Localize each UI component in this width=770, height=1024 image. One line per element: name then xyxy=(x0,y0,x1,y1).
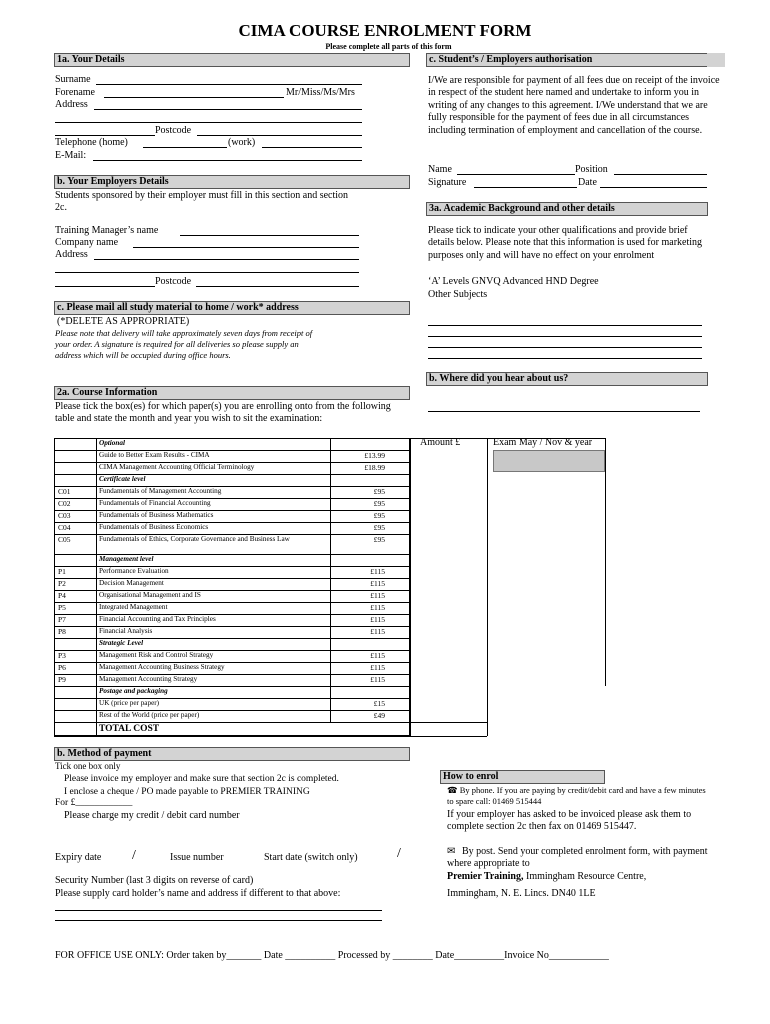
payment-header: b. Method of payment xyxy=(54,747,410,761)
paper-name[interactable]: Guide to Better Exam Results - CIMA xyxy=(99,451,210,459)
academic-header: 3a. Academic Background and other details xyxy=(426,202,708,216)
training-manager-label: Training Manager’s name xyxy=(55,225,159,236)
section-title: Optional xyxy=(99,439,125,447)
academic-text: Please tick to indicate your other qualifications and provide brief details below. Please note that this information is used for marketing purposes only and will have no effect on your enrolment xyxy=(428,225,703,261)
paper-price: £115 xyxy=(370,675,385,684)
paper-price: £115 xyxy=(370,591,385,600)
employer-address-label: Address xyxy=(55,249,88,260)
paper-price: £18.99 xyxy=(364,463,385,472)
paper-code: P8 xyxy=(58,627,66,636)
security-number-label: Security Number (last 3 digits on reverse of card) xyxy=(55,875,254,886)
address-field-2[interactable] xyxy=(55,122,362,123)
paper-name[interactable]: Fundamentals of Business Economics xyxy=(99,523,209,531)
paper-price: £115 xyxy=(370,663,385,672)
start-date-label: Start date (switch only) xyxy=(264,852,358,863)
academic-field-1[interactable] xyxy=(428,325,702,326)
paper-price: £95 xyxy=(373,535,385,544)
row-divider xyxy=(54,736,487,737)
paper-name[interactable]: Decision Management xyxy=(99,579,164,587)
paper-name[interactable]: Fundamentals of Business Mathematics xyxy=(99,511,214,519)
employer-address-field-3[interactable] xyxy=(55,286,155,287)
office-use-line: FOR OFFICE USE ONLY: Order taken by_______ Date __________ Processed by ________ Date__________Invoice No____________ xyxy=(55,950,609,961)
paper-code: P2 xyxy=(58,579,66,588)
course-instructions: Please tick the box(es) for which paper(s) you are enrolling onto from the following table and state the month and year you wish to sit the examination: xyxy=(55,401,391,425)
paper-code: C03 xyxy=(58,511,71,520)
surname-label: Surname xyxy=(55,74,91,85)
course-table xyxy=(54,438,614,736)
employer-postcode-label: Postcode xyxy=(155,276,192,287)
paper-price: £49 xyxy=(373,711,385,720)
enrol-by-post: By post. Send your completed enrolment form, with payment where appropriate to xyxy=(447,846,708,870)
auth-position-field[interactable] xyxy=(614,174,707,175)
paper-code: P4 xyxy=(58,591,66,600)
exam-column-label: Exam May / Nov & year xyxy=(493,437,593,448)
col-divider xyxy=(410,438,411,736)
row-divider xyxy=(410,722,487,723)
paper-name[interactable]: Integrated Management xyxy=(99,603,168,611)
paper-price: £115 xyxy=(370,627,385,636)
paper-name[interactable]: Management Accounting Business Strategy xyxy=(99,663,225,671)
cheque-amount-field[interactable]: For £____________ xyxy=(55,798,133,808)
paper-name[interactable]: Financial Analysis xyxy=(99,627,153,635)
invoice-employer-option[interactable]: Please invoice my employer and make sure that section 2c is completed. xyxy=(64,774,339,784)
company-rest: Immingham Resource Centre, xyxy=(523,871,647,882)
postcode-label: Postcode xyxy=(155,125,192,136)
paper-code: C02 xyxy=(58,499,71,508)
envelope-icon: ✉ xyxy=(447,846,456,857)
address-field-3[interactable] xyxy=(55,135,155,136)
cardholder-field-1[interactable] xyxy=(55,910,382,911)
cardholder-field-2[interactable] xyxy=(55,920,382,921)
telephone-work-label: (work) xyxy=(228,137,256,148)
paper-code: C05 xyxy=(58,535,71,544)
auth-name-label: Name xyxy=(428,164,452,175)
how-to-enrol-header: How to enrol xyxy=(440,770,605,784)
paper-name[interactable]: Fundamentals of Management Accounting xyxy=(99,487,222,495)
paper-code: C04 xyxy=(58,523,71,532)
cardholder-label: Please supply card holder’s name and address if different to that above: xyxy=(55,888,341,899)
section-title: Certificate level xyxy=(99,475,146,483)
delete-note: (*DELETE AS APPROPRIATE) xyxy=(57,316,190,327)
auth-signature-field[interactable] xyxy=(474,187,577,188)
company-name: Premier Training, xyxy=(447,871,524,882)
authorisation-header: c. Student’s / Employers authorisation xyxy=(426,53,725,67)
paper-code: P9 xyxy=(58,675,66,684)
paper-code: P1 xyxy=(58,567,66,576)
telephone-home-label: Telephone (home) xyxy=(55,137,128,148)
paper-name[interactable]: CIMA Management Accounting Official Terminology xyxy=(99,463,255,471)
paper-price: £95 xyxy=(373,487,385,496)
paper-code: P3 xyxy=(58,651,66,660)
page-title: CIMA COURSE ENROLMENT FORM xyxy=(238,21,532,40)
col-divider xyxy=(605,438,606,686)
email-field[interactable] xyxy=(93,160,362,161)
enrol-employer-note: If your employer has asked to be invoiced please ask them to complete section 2c then fax on 01469 515447. xyxy=(447,809,692,833)
auth-date-field[interactable] xyxy=(600,187,707,188)
paper-price: £115 xyxy=(370,567,385,576)
auth-position-label: Position xyxy=(575,164,608,175)
enrol-by-phone: ☎ By phone. If you are paying by credit/debit card and have a few minutes to spare call: 01469 515444 xyxy=(447,785,706,806)
expiry-slash: / xyxy=(132,848,136,863)
auth-name-field[interactable] xyxy=(457,174,575,175)
paper-name[interactable]: Performance Evaluation xyxy=(99,567,169,575)
other-subjects-label: Other Subjects xyxy=(428,289,488,300)
paper-price: £95 xyxy=(373,523,385,532)
academic-field-4[interactable] xyxy=(428,358,702,359)
authorisation-text: I/We are responsible for payment of all fees due on receipt of the invoice in respect of the student here named and undertake to inform you in writing of any changes to this agreement. I/We understand that we are fully responsible for the payment of fees due in all circumstances including termination of employment and cancellation of the course. xyxy=(428,75,720,136)
exam-date-optional-box xyxy=(493,450,605,472)
paper-name[interactable]: Financial Accounting and Tax Principles xyxy=(99,615,216,623)
training-manager-field[interactable] xyxy=(180,235,359,236)
employer-postcode-field[interactable] xyxy=(196,286,359,287)
col-divider xyxy=(330,438,331,722)
paper-name[interactable]: Fundamentals of Financial Accounting xyxy=(99,499,211,507)
page-subtitle: Please complete all parts of this form xyxy=(325,42,452,51)
forename-field[interactable] xyxy=(104,97,284,98)
paper-price: £15 xyxy=(373,699,385,708)
auth-signature-label: Signature xyxy=(428,177,467,188)
title-options[interactable]: Mr/Miss/Ms/Mrs xyxy=(286,87,355,98)
section-title: Management level xyxy=(99,555,154,563)
mail-material-header: c. Please mail all study material to home / work* address xyxy=(54,301,410,315)
address-field-1[interactable] xyxy=(94,109,362,110)
paper-price: £115 xyxy=(370,579,385,588)
enrol-company xyxy=(447,871,646,883)
hear-about-us-header: b. Where did you hear about us? xyxy=(426,372,708,386)
employer-address-field-2[interactable] xyxy=(55,272,359,273)
paper-name[interactable]: Management Accounting Strategy xyxy=(99,675,198,683)
company-name-label: Company name xyxy=(55,237,119,248)
enrol-address: Immingham, N. E. Lincs. DN40 1LE xyxy=(447,888,596,899)
amount-column-label: Amount £ xyxy=(420,437,461,448)
postcode-field[interactable] xyxy=(197,135,362,136)
expiry-date-label: Expiry date xyxy=(55,852,102,863)
address-label: Address xyxy=(55,99,88,110)
paper-code: P7 xyxy=(58,615,66,624)
academic-field-2[interactable] xyxy=(428,336,702,337)
paper-name[interactable]: UK (price per paper) xyxy=(99,699,160,707)
section-title: Postage and packaging xyxy=(99,687,168,695)
academic-field-3[interactable] xyxy=(428,347,702,348)
auth-date-label: Date xyxy=(578,177,597,188)
header-edge xyxy=(707,53,725,67)
issue-number-label: Issue number xyxy=(170,852,224,863)
forename-label: Forename xyxy=(55,87,95,98)
delivery-note: Please note that delivery will take approximately seven days from receipt of your order. A signature is required for all deliveries so please supply an address which will be occupied during office hours. xyxy=(55,328,313,360)
paper-price: £115 xyxy=(370,615,385,624)
paper-code: P6 xyxy=(58,663,66,672)
paper-code: C01 xyxy=(58,487,71,496)
surname-field[interactable] xyxy=(96,84,362,85)
telephone-work-field[interactable] xyxy=(262,147,362,148)
company-name-field[interactable] xyxy=(133,247,359,248)
col-divider xyxy=(96,438,97,736)
paper-price: £115 xyxy=(370,651,385,660)
row-divider xyxy=(410,438,605,439)
employers-details-header: b. Your Employers Details xyxy=(54,175,410,189)
paper-code: P5 xyxy=(58,603,66,612)
paper-name[interactable]: Management Risk and Control Strategy xyxy=(99,651,214,659)
paper-name[interactable]: Fundamentals of Ethics, Corporate Governance and Business Law xyxy=(99,535,290,543)
hear-about-us-field[interactable] xyxy=(428,411,700,412)
section-title: Strategic Level xyxy=(99,639,144,647)
paper-price: £95 xyxy=(373,511,385,520)
employers-note: Students sponsored by their employer must fill in this section and section 2c. xyxy=(55,190,349,214)
cheque-option[interactable]: I enclose a cheque / PO made payable to PREMIER TRAINING xyxy=(64,787,310,797)
paper-price: £95 xyxy=(373,499,385,508)
start-date-slash: / xyxy=(397,846,401,861)
paper-price: £13.99 xyxy=(364,451,385,460)
paper-price: £115 xyxy=(370,603,385,612)
course-info-header: 2a. Course Information xyxy=(54,386,410,400)
telephone-home-field[interactable] xyxy=(143,147,227,148)
paper-name[interactable]: Rest of the World (price per paper) xyxy=(99,711,200,719)
paper-name: TOTAL COST xyxy=(99,724,160,734)
employer-address-field-1[interactable] xyxy=(94,259,359,260)
paper-name[interactable]: Organisational Management and IS xyxy=(99,591,201,599)
email-label: E-Mail: xyxy=(55,150,87,161)
qualification-options[interactable]: ‘A’ Levels GNVQ Advanced HND Degree xyxy=(428,276,599,287)
col-divider xyxy=(487,438,488,736)
tick-one-label: Tick one box only xyxy=(55,761,121,771)
your-details-header: 1a. Your Details xyxy=(54,53,410,67)
card-option[interactable]: Please charge my credit / debit card number xyxy=(64,810,240,821)
